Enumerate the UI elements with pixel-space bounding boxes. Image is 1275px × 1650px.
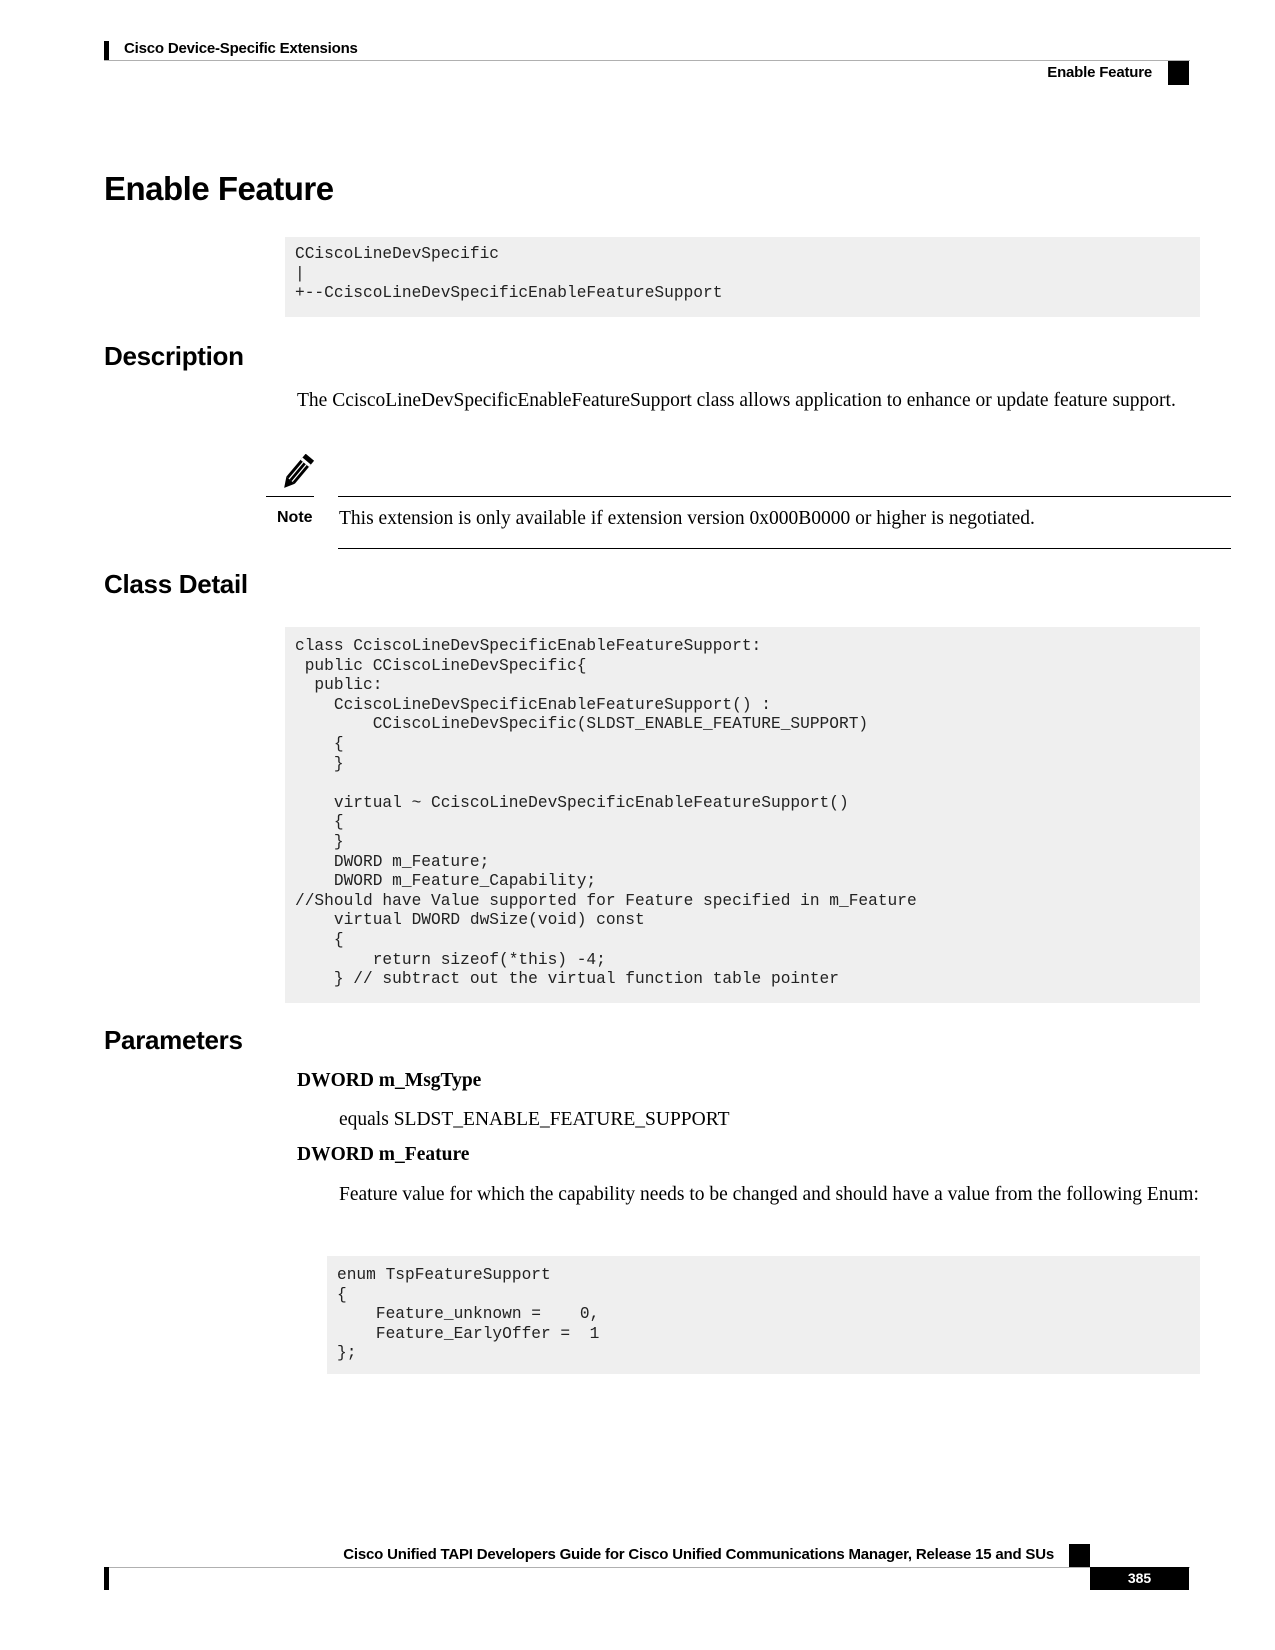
class-hierarchy-code: CCiscoLineDevSpecific | +--CciscoLineDevSpecificEnableFeatureSupport: [285, 237, 1200, 317]
note-rule-top: [338, 496, 1231, 497]
note-label: Note: [277, 509, 313, 526]
note-rule-bottom: [338, 548, 1231, 549]
note-rule-short: [266, 496, 314, 497]
header-rule: [104, 60, 1190, 61]
footer-rule: [104, 1567, 1190, 1568]
header-chapter-title: Cisco Device-Specific Extensions: [124, 40, 358, 57]
description-heading: Description: [104, 341, 244, 371]
page-title: Enable Feature: [104, 170, 334, 207]
footer-marker-box: [1069, 1544, 1090, 1567]
class-detail-heading: Class Detail: [104, 569, 248, 599]
page-number: 385: [1090, 1567, 1189, 1590]
header-section-title: Enable Feature: [1047, 64, 1152, 81]
param-name-msgtype: DWORD m_MsgType: [297, 1070, 482, 1091]
parameters-heading: Parameters: [104, 1025, 243, 1055]
enum-code: enum TspFeatureSupport { Feature_unknown = 0, Feature_EarlyOffer = 1 };: [327, 1256, 1200, 1374]
description-text: The CciscoLineDevSpecificEnableFeatureSupport class allows application to enhance or update feature support.: [297, 390, 1176, 411]
footer-guide-title: Cisco Unified TAPI Developers Guide for Cisco Unified Communications Manager, Release 15 and SUs: [343, 1546, 1054, 1563]
param-desc-msgtype: equals SLDST_ENABLE_FEATURE_SUPPORT: [339, 1109, 730, 1130]
header-marker-box: [1168, 61, 1189, 85]
param-desc-feature: Feature value for which the capability needs to be changed and should have a value from the following Enum:: [339, 1184, 1199, 1205]
footer-bar-left: [104, 1567, 109, 1590]
param-name-feature: DWORD m_Feature: [297, 1144, 470, 1165]
header-bar-left: [104, 41, 109, 61]
pencil-icon: [276, 454, 316, 492]
class-detail-code: class CciscoLineDevSpecificEnableFeatureSupport: public CCiscoLineDevSpecific{ public: CciscoLineDevSpecificEnableFeatureSupport() : CCiscoLineDevSpecific(SLDST_ENABLE_FEATURE_SUPPORT) { } virtual ~ CciscoLineDevSpecificEnableFeatureSupport() { } DWORD m_Feature; DWORD m_Feature_Capability; //Should have Value supported for Feature specified in m_Feature virtual DWORD dwSize(void) const { return sizeof(*this) -4; } // subtract out the virtual function table pointer: [285, 627, 1200, 1003]
note-text: This extension is only available if extension version 0x000B0000 or higher is negotiated.: [339, 508, 1035, 529]
